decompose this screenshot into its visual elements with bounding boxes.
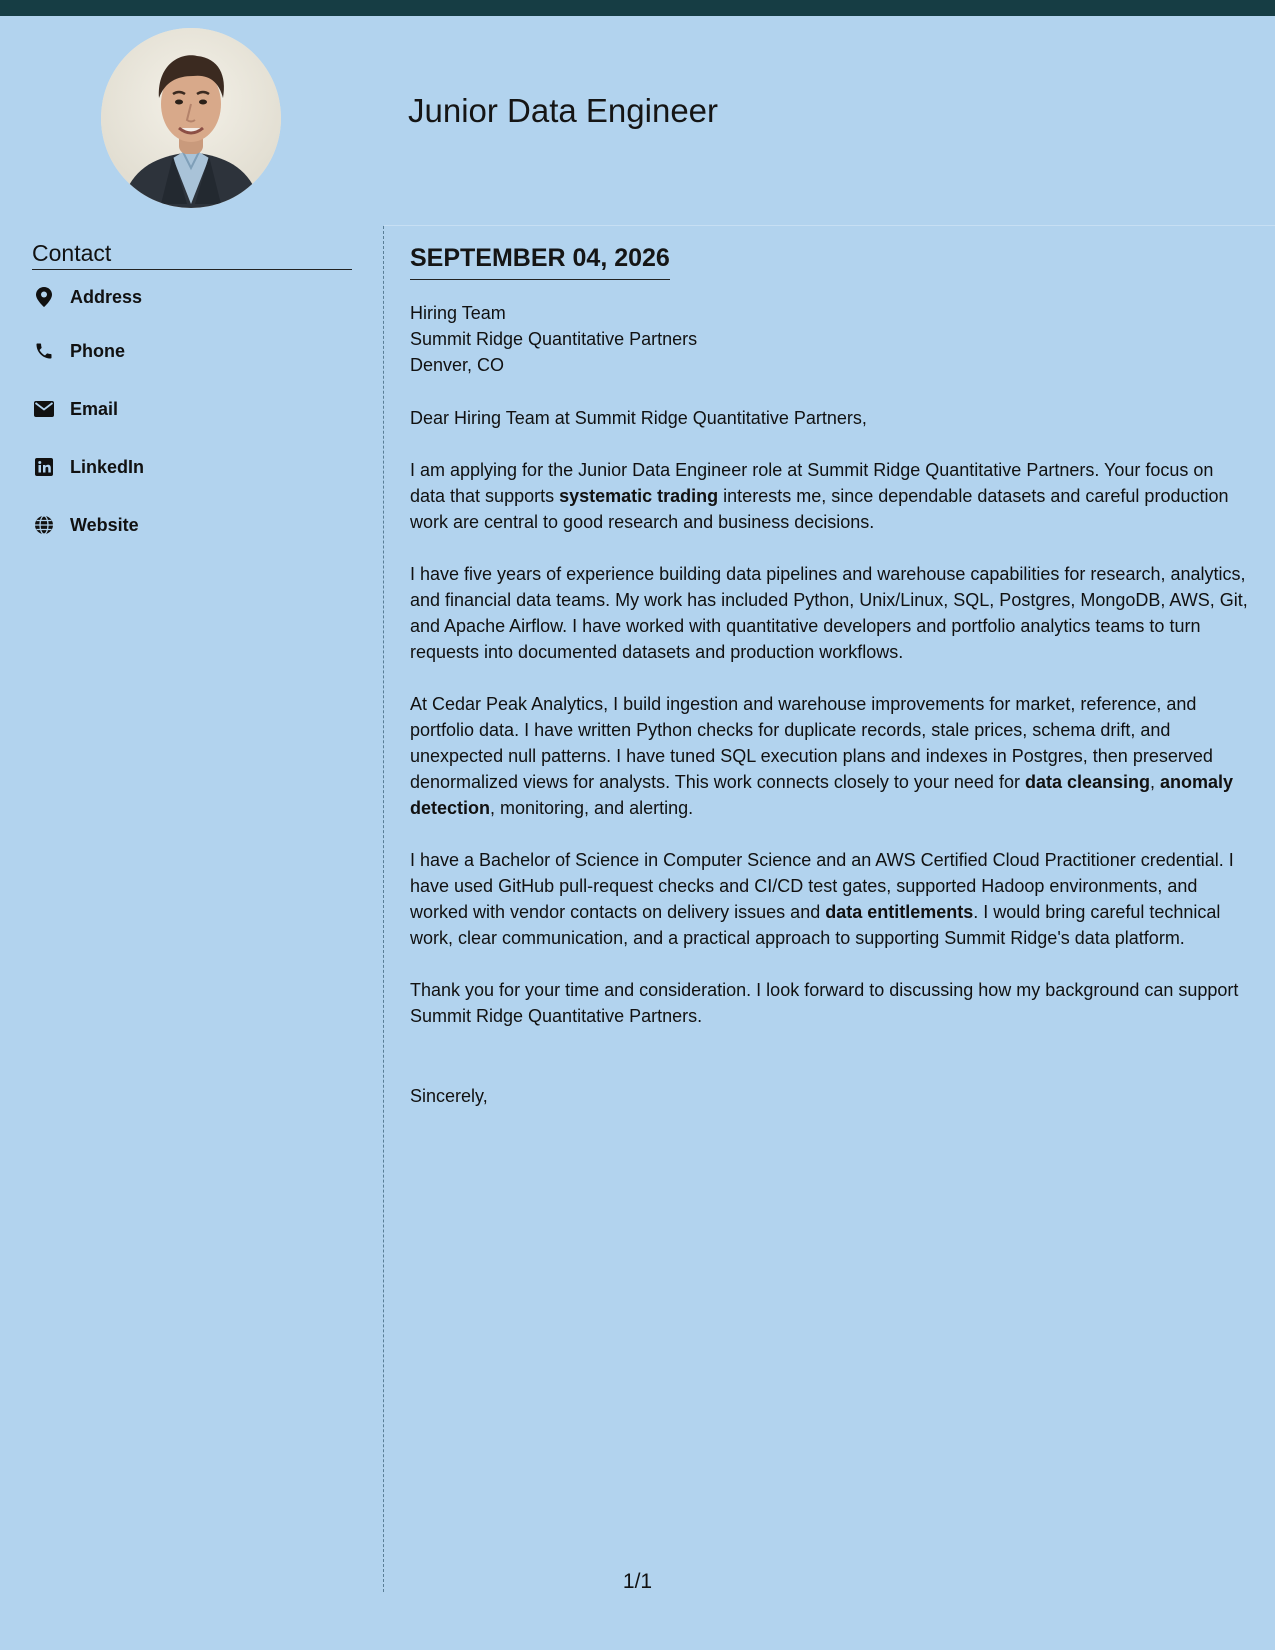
recipient-line: Summit Ridge Quantitative Partners bbox=[410, 329, 698, 349]
closing: Sincerely, bbox=[410, 1086, 488, 1106]
paragraph-1 bbox=[410, 457, 1250, 535]
paragraph-text: . I would bring careful technical work, clear communication, and a practical approach to supporting Summit Ridge's data platform. bbox=[410, 902, 1221, 948]
contact-item-website[interactable] bbox=[32, 496, 352, 554]
letter-body bbox=[410, 244, 1250, 1109]
column-divider bbox=[383, 226, 384, 1592]
sidebar bbox=[32, 240, 352, 554]
recipient-block bbox=[410, 300, 1250, 378]
letter-content bbox=[410, 405, 1250, 1109]
recipient-line: Hiring Team bbox=[410, 303, 506, 323]
page-number-text: 1/1 bbox=[622, 1570, 653, 1593]
phone-icon bbox=[32, 339, 56, 363]
contact-item-phone[interactable] bbox=[32, 322, 352, 380]
paragraph-2: I have five years of experience building data pipelines and warehouse capabilities for research, analytics, and financial data teams. My work has included Python, Unix/Linux, SQL, Postgres, MongoDB, AWS, Git, and Apache Airflow. I have worked with quantitative developers and portfolio analytics teams to turn requests into documented datasets and production workflows. bbox=[410, 564, 1248, 662]
salutation: Dear Hiring Team at Summit Ridge Quantitative Partners, bbox=[410, 408, 867, 428]
header-divider bbox=[384, 225, 1275, 226]
top-accent-bar bbox=[0, 0, 1275, 16]
linkedin-icon bbox=[32, 455, 56, 479]
paragraph-text: I have a Bachelor of Science in Computer Science and an AWS Certified Cloud Practitioner credential. I have used GitHub pull-request checks and CI/CD test gates, supported Hadoop environments, and worked with vendor contacts on delivery issues and bbox=[410, 850, 1234, 922]
emphasis-text: data cleansing bbox=[1024, 772, 1150, 792]
emphasis-text: systematic trading bbox=[559, 486, 719, 506]
paragraph-text: interests me, since dependable datasets and careful production work are central to good research and business decisions. bbox=[410, 486, 1229, 532]
contact-label-email: Email bbox=[70, 398, 119, 419]
paragraph-text: I am applying for the Junior Data Engineer role at Summit Ridge Quantitative Partners. Your focus on data that supports bbox=[410, 460, 1214, 506]
contact-label-website: Website bbox=[70, 514, 139, 535]
paragraph-text: , monitoring, and alerting. bbox=[490, 798, 694, 818]
contact-item-linkedin[interactable] bbox=[32, 438, 352, 496]
contact-label-linkedin: LinkedIn bbox=[70, 456, 145, 477]
paragraph-5: Thank you for your time and consideration. I look forward to discussing how my background can support Summit Ridge Quantitative Partners. bbox=[410, 980, 1239, 1026]
contact-item-address[interactable] bbox=[32, 272, 352, 322]
contact-label-address: Address bbox=[70, 286, 143, 307]
job-title: Junior Data Engineer bbox=[408, 92, 719, 129]
recipient-line: Denver, CO bbox=[410, 355, 505, 375]
emphasis-text: data entitlements bbox=[825, 902, 974, 922]
contact-label-phone: Phone bbox=[70, 340, 126, 361]
paragraph-text: , bbox=[1150, 772, 1161, 792]
paragraph-text: At Cedar Peak Analytics, I build ingestion and warehouse improvements for market, reference, and portfolio data. I have written Python checks for duplicate records, stale prices, schema drift, and unexpected null patterns. I have tuned SQL execution plans and indexes in Postgres, then preserved denormalized views for analysts. This work connects closely to your need for bbox=[410, 694, 1213, 792]
profile-photo bbox=[101, 28, 281, 208]
globe-icon bbox=[32, 513, 56, 537]
paragraph-3 bbox=[410, 691, 1250, 821]
emphasis-text: anomaly detection bbox=[410, 772, 1234, 818]
contact-item-email[interactable] bbox=[32, 380, 352, 438]
map-pin-icon bbox=[32, 285, 56, 309]
profile-photo-illustration bbox=[101, 28, 281, 208]
contact-heading: Contact bbox=[32, 240, 352, 270]
paragraph-4 bbox=[410, 847, 1250, 951]
letter-date: SEPTEMBER 04, 2026 bbox=[410, 244, 670, 280]
envelope-icon bbox=[32, 397, 56, 421]
page-number bbox=[0, 1570, 1275, 1594]
